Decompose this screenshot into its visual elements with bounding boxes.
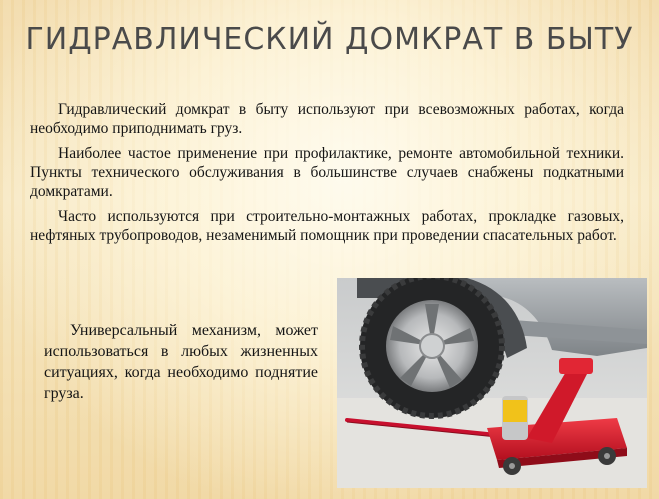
paragraph-usage: Гидравлический домкрат в быту используют при всевозможных работах, когда необходимо приподнимать груз. [30, 101, 624, 137]
paragraph-auto-service: Наиболее частое применение при профилактике, ремонте автомобильной техники. Пункты технического обслуживания в большинстве случаев снабжены подкатными домкратами. [30, 145, 624, 200]
body-text [30, 100, 624, 251]
car-wheel-with-hydraulic-jack-icon [337, 278, 647, 488]
side-text: Универсальный механизм, может использоваться в любых жизненных ситуациях, когда необходимо поднятие груза. [44, 322, 318, 402]
slide-title: ГИДРАВЛИЧЕСКИЙ ДОМКРАТ В БЫТУ [25, 22, 634, 57]
paragraph-construction: Часто используются при строительно-монтажных работах, прокладке газовых, нефтяных трубопроводов, незаменимый помощник при проведении спасательных работ. [30, 208, 624, 244]
